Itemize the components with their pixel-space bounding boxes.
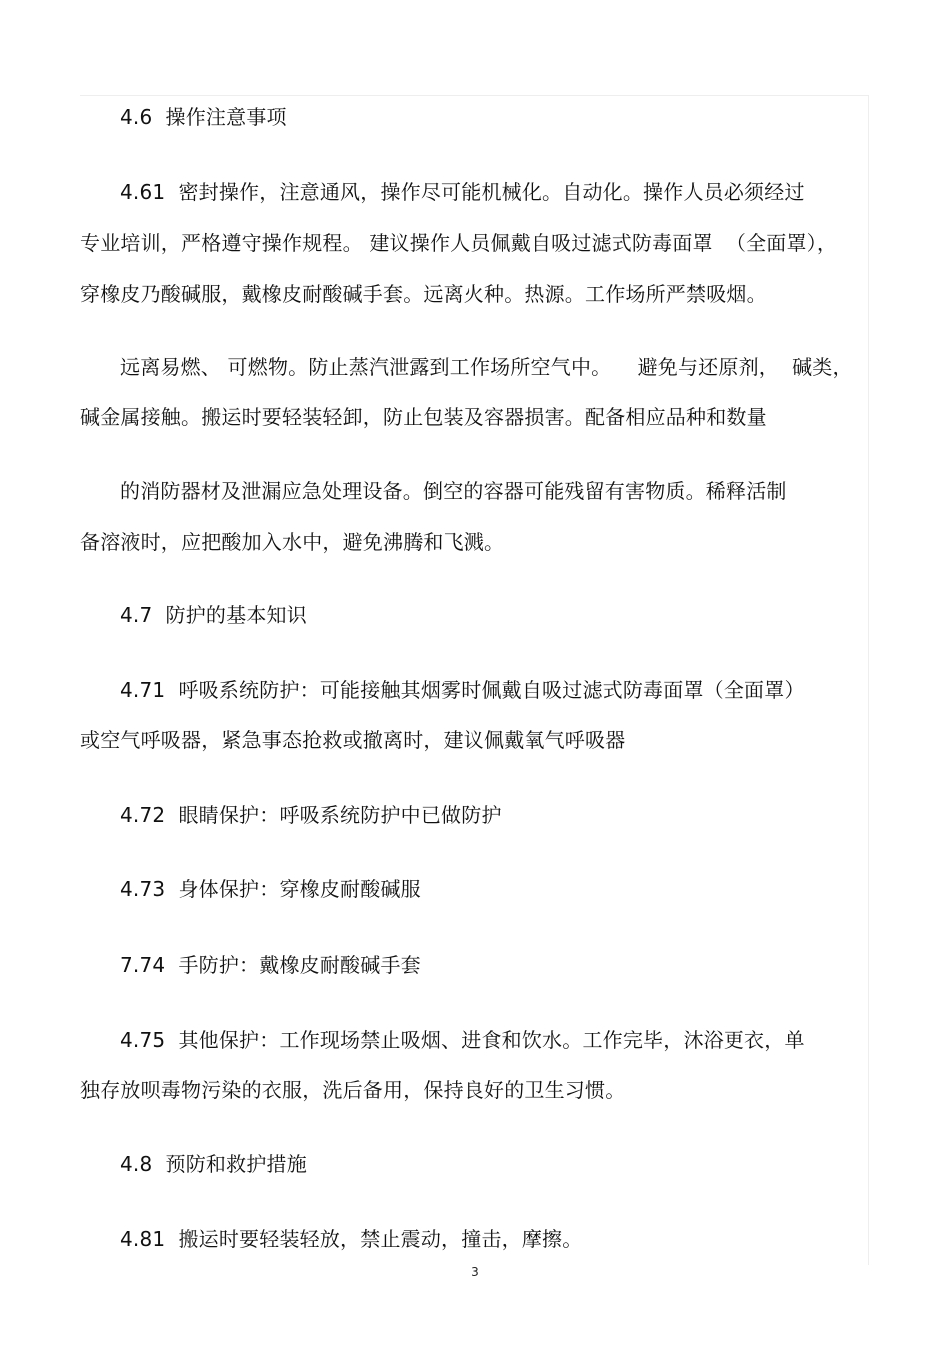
paragraph-4-75-line-2: 独存放呗毒物污染的衣服，洗后备用，保持良好的卫生习惯。: [80, 1078, 626, 1102]
paragraph-4-71-line-1: 4.71 呼吸系统防护：可能接触其烟雾时佩戴自吸过滤式防毒面罩（全面罩）: [120, 678, 805, 702]
paragraph-line-7: 备溶液时，应把酸加入水中，避免沸腾和飞溅。: [80, 530, 505, 554]
heading-4-6: 4.6 操作注意事项: [120, 105, 287, 129]
page-number: 3: [471, 1265, 479, 1279]
paragraph-4-73: 4.73 身体保护：穿橡皮耐酸碱服: [120, 877, 421, 901]
paragraph-4-71-line-2: 或空气呼吸器，紧急事态抢救或撤离时，建议佩戴氧气呼吸器: [80, 728, 626, 752]
heading-4-7: 4.7 防护的基本知识: [120, 603, 307, 627]
paragraph-4-61-line-2: 专业培训，严格遵守操作规程。 建议操作人员佩戴自吸过滤式防毒面罩 （全面罩），: [80, 231, 838, 255]
paragraph-7-74: 7.74 手防护：戴橡皮耐酸碱手套: [120, 953, 421, 977]
paragraph-4-61-line-1: 4.61 密封操作，注意通风，操作尽可能机械化。自动化。操作人员必须经过: [120, 180, 805, 204]
paragraph-line-4: 远离易燃、 可燃物。防止蒸汽泄露到工作场所空气中。 避免与还原剂， 碱类，: [120, 355, 853, 379]
paragraph-line-5: 碱金属接触。搬运时要轻装轻卸，防止包装及容器损害。配备相应品种和数量: [80, 405, 767, 429]
paragraph-line-6: 的消防器材及泄漏应急处理设备。倒空的容器可能残留有害物质。稀释活制: [120, 479, 787, 503]
heading-4-8: 4.8 预防和救护措施: [120, 1152, 307, 1176]
paragraph-4-61-line-3: 穿橡皮乃酸碱服，戴橡皮耐酸碱手套。远离火种。热源。工作场所严禁吸烟。: [80, 282, 767, 306]
paragraph-4-81: 4.81 搬运时要轻装轻放，禁止震动，撞击，摩擦。: [120, 1227, 583, 1251]
paragraph-4-75-line-1: 4.75 其他保护：工作现场禁止吸烟、进食和饮水。工作完毕，沐浴更衣，单: [120, 1028, 805, 1052]
paragraph-4-72: 4.72 眼睛保护：呼吸系统防护中已做防护: [120, 803, 502, 827]
